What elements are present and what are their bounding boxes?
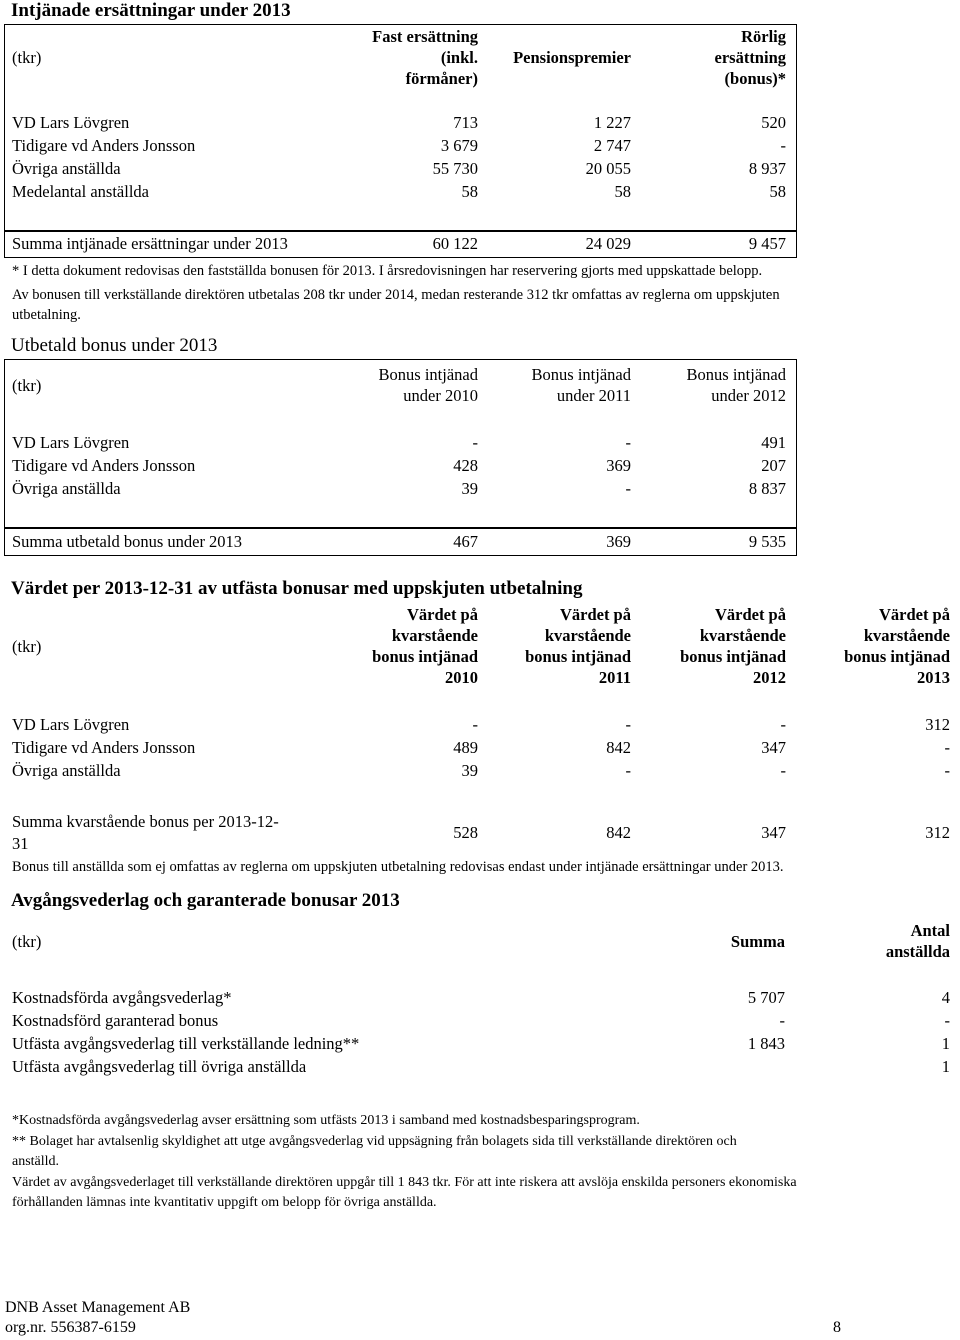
table-row: VD Lars Lövgren - - - 312 — [12, 715, 950, 734]
unit-label: (tkr) — [12, 375, 42, 395]
table-row: VD Lars Lövgren 713 1 227 520 — [12, 113, 786, 132]
section2-table — [10, 364, 786, 500]
col-header-pension: Pensionspremier — [513, 48, 631, 67]
table-row: Tidigare vd Anders Jonsson 3 679 2 747 - — [12, 136, 786, 155]
col-header-value-2011: Värdet på kvarstående bonus intjänad 2011 — [525, 605, 631, 687]
col-header-2012: Bonus intjänad under 2012 — [686, 365, 786, 405]
section1-table — [10, 26, 786, 203]
section4-title: Avgångsvederlag och garanterade bonusar 2013 — [11, 890, 400, 911]
table-row: Medelantal anställda 58 58 58 — [12, 182, 786, 201]
table-row: Övriga anställda 39 - 8 837 — [12, 479, 786, 498]
table-row: Kostnadsförda avgångsvederlag* 5 707 4 — [12, 988, 950, 1007]
section4-notes: *Kostnadsförda avgångsvederlag avser ersättning som utfästs 2013 i samband med kostnadsbesparingsprogram. ** Bolaget har avtalsenlig skyldighet att utge avgångsvederlag vid uppsägning från bolagets sida till verkställande direktören och anställd. Värdet av avgångsvederlaget till verkställande direktören uppgår till 1 843 tkr. För att inte riskera att avslöja enskilda personers ekonomiska förhållanden lämnas inte kvantitativ uppgift om belopp för övriga anställda. — [12, 1113, 797, 1210]
table-row: Tidigare vd Anders Jonsson 428 369 207 — [12, 456, 786, 475]
page-number: 8 — [833, 1319, 841, 1336]
section3-title: Värdet per 2013-12-31 av utfästa bonusar med uppskjuten utbetalning — [11, 578, 583, 599]
table-row: Övriga anställda 39 - - - — [12, 761, 950, 780]
footer-orgnr: org.nr. 556387-6159 — [5, 1319, 136, 1336]
col-header-fast: Fast ersättning (inkl. förmåner) — [372, 27, 478, 88]
unit-label: (tkr) — [12, 931, 42, 951]
table-row: Kostnadsförd garanterad bonus - - — [12, 1011, 950, 1030]
section4-table — [10, 920, 950, 1078]
col-header-2011: Bonus intjänad under 2011 — [531, 365, 631, 405]
section1-header-row — [10, 26, 786, 89]
section3-note: Bonus till anställda som ej omfattas av reglerna om uppskjuten utbetalning redovisas endast under intjänade ersättningar under 2013. — [12, 859, 784, 875]
section2-sum-row: Summa utbetald bonus under 2013 467 369 9 535 — [12, 532, 786, 551]
sum-label: Summa kvarstående bonus per 2013-12- 31 — [12, 812, 279, 853]
col-header-value-2013: Värdet på kvarstående bonus intjänad 2013 — [844, 605, 950, 687]
section2-title: Utbetald bonus under 2013 — [11, 335, 218, 356]
table-row: VD Lars Lövgren - - 491 — [12, 433, 786, 452]
col-header-bonus: Rörlig ersättning (bonus)* — [714, 27, 786, 88]
section1-sum-row: Summa intjänade ersättningar under 2013 60 122 24 029 9 457 — [12, 234, 786, 253]
col-header-sum: Summa — [730, 931, 785, 951]
section3-table — [10, 604, 950, 782]
col-header-value-2012: Värdet på kvarstående bonus intjänad 2012 — [680, 605, 786, 687]
col-header-2010: Bonus intjänad under 2010 — [378, 365, 478, 405]
table-row: Utfästa avgångsvederlag till verkställande ledning** 1 843 1 — [12, 1034, 950, 1053]
unit-label: (tkr) — [12, 636, 42, 656]
section3-sum-row: Summa kvarstående bonus per 2013-12- 31 528 842 347 312 — [12, 812, 950, 853]
section1-footnote: * I detta dokument redovisas den fastställda bonusen för 2013. I årsredovisningen har reservering gjorts med uppskattade belopp. — [12, 263, 763, 279]
unit-label: (tkr) — [12, 48, 42, 67]
table-row: Tidigare vd Anders Jonsson 489 842 347 - — [12, 738, 950, 757]
table-row: Utfästa avgångsvederlag till övriga anställda 1 — [12, 1057, 950, 1076]
section1-title: Intjänade ersättningar under 2013 — [11, 0, 291, 21]
sum-label: Summa utbetald bonus under 2013 — [12, 532, 243, 551]
table-row: Övriga anställda 55 730 20 055 8 937 — [12, 159, 786, 178]
section1-bonus-note: Av bonusen till verkställande direktören utbetalas 208 tkr under 2014, medan resterande 312 tkr omfattas av reglerna om uppskjuten utbetalning. — [12, 287, 780, 323]
col-header-count: Antal anställda — [885, 921, 950, 961]
sum-label: Summa intjänade ersättningar under 2013 — [12, 234, 288, 253]
footer-company: DNB Asset Management AB — [5, 1299, 191, 1316]
col-header-value-2010: Värdet på kvarstående bonus intjänad 2010 — [372, 605, 478, 687]
